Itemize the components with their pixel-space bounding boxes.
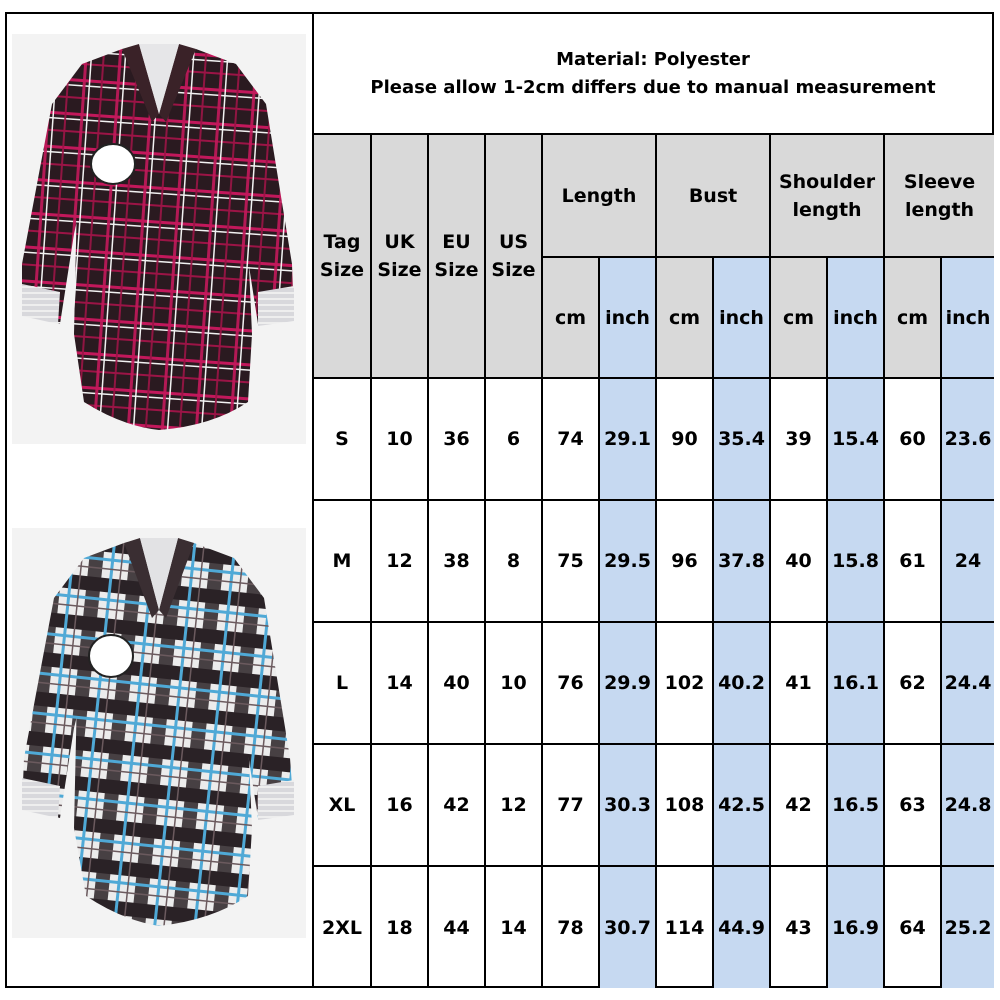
cell-length-cm: 76	[542, 622, 599, 744]
table-row	[314, 866, 994, 988]
cell-bust-inch: 40.2	[713, 622, 770, 744]
cell-us-size: 14	[485, 866, 542, 988]
measurement-note: Please allow 1-2cm differs due to manual measurement	[370, 76, 936, 98]
header-bust-inch: inch	[713, 257, 770, 378]
chart-header	[314, 14, 992, 135]
header-shoulder-inch: inch	[827, 257, 884, 378]
cell-us-size: 10	[485, 622, 542, 744]
cell-shoulder-cm: 42	[770, 744, 827, 866]
cell-shoulder-inch: 15.8	[827, 500, 884, 622]
cell-shoulder-inch: 15.4	[827, 378, 884, 500]
cell-shoulder-cm: 41	[770, 622, 827, 744]
cell-us-size: 12	[485, 744, 542, 866]
cell-bust-cm: 108	[656, 744, 713, 866]
header-bust: Bust	[656, 135, 770, 257]
cell-uk-size: 12	[371, 500, 428, 622]
cell-uk-size: 14	[371, 622, 428, 744]
cell-length-inch: 29.1	[599, 378, 656, 500]
cell-length-inch: 29.9	[599, 622, 656, 744]
cell-shoulder-cm: 39	[770, 378, 827, 500]
cell-eu-size: 40	[428, 622, 485, 744]
cell-shoulder-inch: 16.5	[827, 744, 884, 866]
cell-bust-inch: 44.9	[713, 866, 770, 988]
cell-length-cm: 75	[542, 500, 599, 622]
cell-sleeve-cm: 60	[884, 378, 941, 500]
header-sleeve-cm: cm	[884, 257, 941, 378]
cell-shoulder-inch: 16.1	[827, 622, 884, 744]
cell-uk-size: 10	[371, 378, 428, 500]
header-length-cm: cm	[542, 257, 599, 378]
cell-sleeve-inch: 24.4	[941, 622, 994, 744]
cell-sleeve-cm: 63	[884, 744, 941, 866]
cell-sleeve-inch: 25.2	[941, 866, 994, 988]
cell-us-size: 8	[485, 500, 542, 622]
cell-length-cm: 77	[542, 744, 599, 866]
header-bust-cm: cm	[656, 257, 713, 378]
red-plaid-top-image	[12, 34, 306, 444]
cell-bust-inch: 35.4	[713, 378, 770, 500]
cell-bust-inch: 37.8	[713, 500, 770, 622]
header-length-inch: inch	[599, 257, 656, 378]
cell-sleeve-cm: 61	[884, 500, 941, 622]
cell-length-inch: 30.3	[599, 744, 656, 866]
cell-length-cm: 78	[542, 866, 599, 988]
table-row	[314, 378, 994, 500]
material-text: Material: Polyester	[556, 48, 750, 70]
cell-sleeve-inch: 24.8	[941, 744, 994, 866]
cell-bust-cm: 102	[656, 622, 713, 744]
cell-tag-size: 2XL	[314, 866, 371, 988]
cell-length-cm: 74	[542, 378, 599, 500]
cell-sleeve-cm: 64	[884, 866, 941, 988]
header-sleeve-length: Sleeve length	[884, 135, 994, 257]
cell-bust-cm: 90	[656, 378, 713, 500]
header-shoulder-length: Shoulder length	[770, 135, 884, 257]
size-chart-frame	[5, 12, 994, 988]
header-length: Length	[542, 135, 656, 257]
cell-eu-size: 36	[428, 378, 485, 500]
table-row	[314, 622, 994, 744]
cell-length-inch: 30.7	[599, 866, 656, 988]
header-us-size: US Size	[485, 135, 542, 378]
cell-tag-size: M	[314, 500, 371, 622]
cell-length-inch: 29.5	[599, 500, 656, 622]
table-row	[314, 744, 994, 866]
header-uk-size: UK Size	[371, 135, 428, 378]
cell-tag-size: S	[314, 378, 371, 500]
cell-eu-size: 44	[428, 866, 485, 988]
header-shoulder-cm: cm	[770, 257, 827, 378]
cell-bust-inch: 42.5	[713, 744, 770, 866]
cell-sleeve-cm: 62	[884, 622, 941, 744]
header-eu-size: EU Size	[428, 135, 485, 378]
cell-bust-cm: 96	[656, 500, 713, 622]
cell-sleeve-inch: 24	[941, 500, 994, 622]
product-photo-column	[7, 14, 314, 986]
size-table	[314, 135, 994, 988]
cell-us-size: 6	[485, 378, 542, 500]
cell-uk-size: 16	[371, 744, 428, 866]
cell-tag-size: L	[314, 622, 371, 744]
cell-eu-size: 38	[428, 500, 485, 622]
cell-bust-cm: 114	[656, 866, 713, 988]
table-row	[314, 500, 994, 622]
blue-plaid-top-image	[12, 528, 306, 938]
cell-shoulder-cm: 40	[770, 500, 827, 622]
cell-tag-size: XL	[314, 744, 371, 866]
header-tag-size: Tag Size	[314, 135, 371, 378]
header-sleeve-inch: inch	[941, 257, 994, 378]
cell-shoulder-cm: 43	[770, 866, 827, 988]
cell-uk-size: 18	[371, 866, 428, 988]
cell-sleeve-inch: 23.6	[941, 378, 994, 500]
cell-eu-size: 42	[428, 744, 485, 866]
cell-shoulder-inch: 16.9	[827, 866, 884, 988]
